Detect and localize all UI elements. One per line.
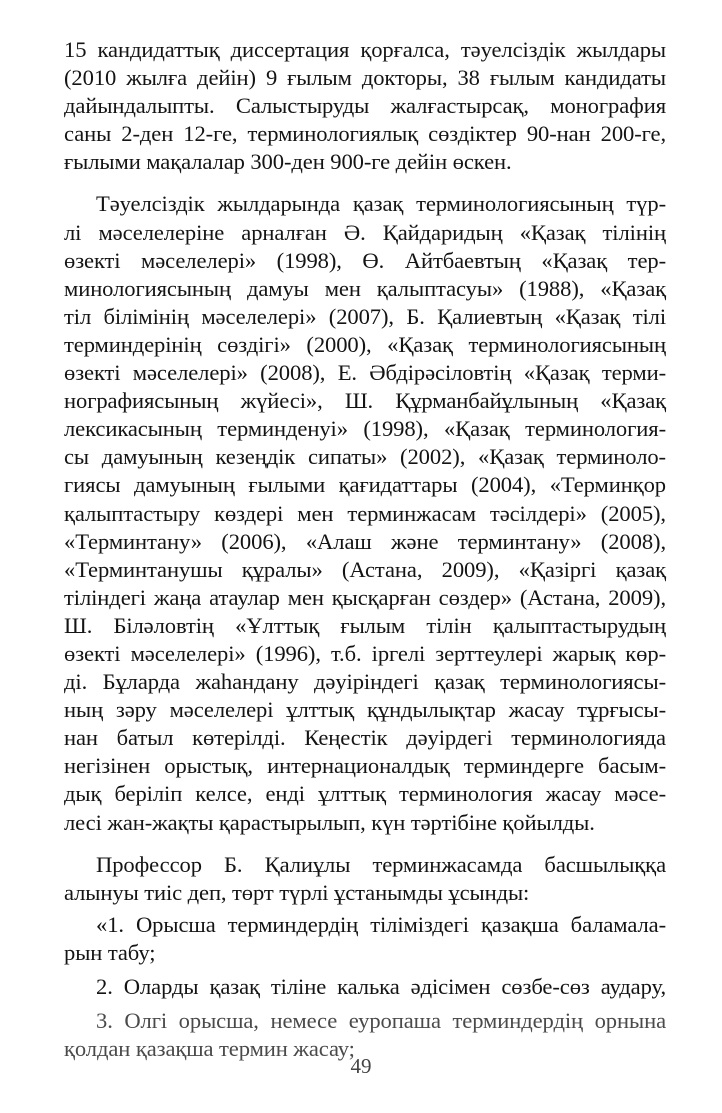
text-line: дық беріліп келсе, енді ұлттық терминология жасау мәсе- (64, 781, 666, 807)
text-line: ді. Бұларда жаһандану дәуіріндегі қазақ терминологиясы- (64, 669, 666, 695)
text-line: лі мәселелеріне арналған Ә. Қайдаридың «Қазақ тілінің (64, 219, 666, 245)
text-line: негізінен орыстық, интернационалдық терминдерге басым- (64, 753, 666, 779)
text-line: минологиясының дамуы мен қалыптасуы» (1988), «Қазақ (64, 275, 666, 301)
text-line: дайындалыпты. Салыстыруды жалғастырсақ, монография (64, 93, 666, 119)
text-line: «1. Орысша терминдердің тіліміздегі қазақша баламала- (96, 911, 666, 937)
list-item (64, 911, 666, 967)
text-line: қалыптастыру көздері мен терминжасам тәсілдері» (2005), (64, 500, 666, 526)
text-line: тіліндегі жаңа атаулар мен қысқарған сөздер» (Астана, 2009), (64, 584, 666, 610)
text-line: 3. Олгі орысша, немесе еуропаша терминдердің орнына (96, 1008, 666, 1034)
text-line: терминдерінің сөздігі» (2000), «Қазақ терминологиясының (64, 331, 666, 357)
text-line: лесі жан-жақты қарастырылып, күн тәртібіне қойылды. (64, 809, 595, 835)
list-item (64, 973, 666, 1001)
text-line: қолдан қазақша термин жасау; (64, 1036, 355, 1062)
paragraph (64, 851, 666, 907)
text-line: «Терминтанушы құралы» (Астана, 2009), «Қазіргі қазақ (64, 556, 666, 582)
text-line: (2010 жылға дейін) 9 ғылым докторы, 38 ғылым кандидаты (64, 65, 666, 91)
text-line: алынуы тиіс деп, төрт түрлі ұстанымды ұсынды: (64, 879, 530, 905)
text-line: Ш. Біләловтің «Ұлттық ғылым тілін қалыптастырудың (64, 612, 666, 638)
text-line: рын табу; (64, 939, 156, 965)
paragraph (64, 36, 666, 176)
text-line: 15 кандидаттық диссертация қорғалса, тәуелсіздік жылдары (64, 37, 666, 62)
text-line: саны 2-ден 12-ге, терминологиялық сөздіктер 90-нан 200-ге, (64, 121, 666, 147)
page-number: 49 (350, 1054, 372, 1078)
text-line: сы дамуының кезеңдік сипаты» (2002), «Қазақ терминоло- (64, 444, 666, 470)
text-line: нографиясының жүйесі», Ш. Құрманбайұлының «Қазақ (64, 388, 666, 414)
text-line: гиясы дамуының ғылыми қағидаттары (2004), «Терминқор (64, 472, 666, 498)
text-line: Тәуелсіздік жылдарында қазақ терминологиясының түр- (96, 191, 666, 217)
text-line: нан батыл көтерілді. Кеңестік дәуірдегі терминологияда (64, 725, 666, 751)
text-line: лексикасының терминденуі» (1998), «Қазақ терминология- (64, 416, 666, 442)
text-line: тіл білімінің мәселелері» (2007), Б. Қалиевтың «Қазақ тілі (64, 303, 666, 329)
text-line: өзекті мәселелері» (1998), Ө. Айтбаевтың «Қазақ тер- (64, 247, 666, 273)
document-page (64, 36, 666, 1063)
text-line: «Терминтану» (2006), «Алаш және терминтану» (2008), (64, 528, 666, 554)
text-line: өзекті мәселелері» (2008), Е. Әбдірәсіловтің «Қазақ терми- (64, 360, 666, 386)
text-line: 2. Оларды қазақ тіліне калька әдісімен сөзбе-сөз аудару, (96, 974, 666, 999)
text-line: ның зәру мәселелері ұлттық құндылықтар жасау тұрғысы- (64, 697, 666, 723)
text-line: ғылыми мақалалар 300-ден 900-ге дейін өскен. (64, 149, 512, 175)
text-line: өзекті мәселелері» (1996), т.б. іргелі зерттеулері жарық көр- (64, 640, 666, 666)
text-line: Профессор Б. Қалиұлы терминжасамда басшылыққа (96, 851, 666, 877)
paragraph (64, 190, 666, 836)
